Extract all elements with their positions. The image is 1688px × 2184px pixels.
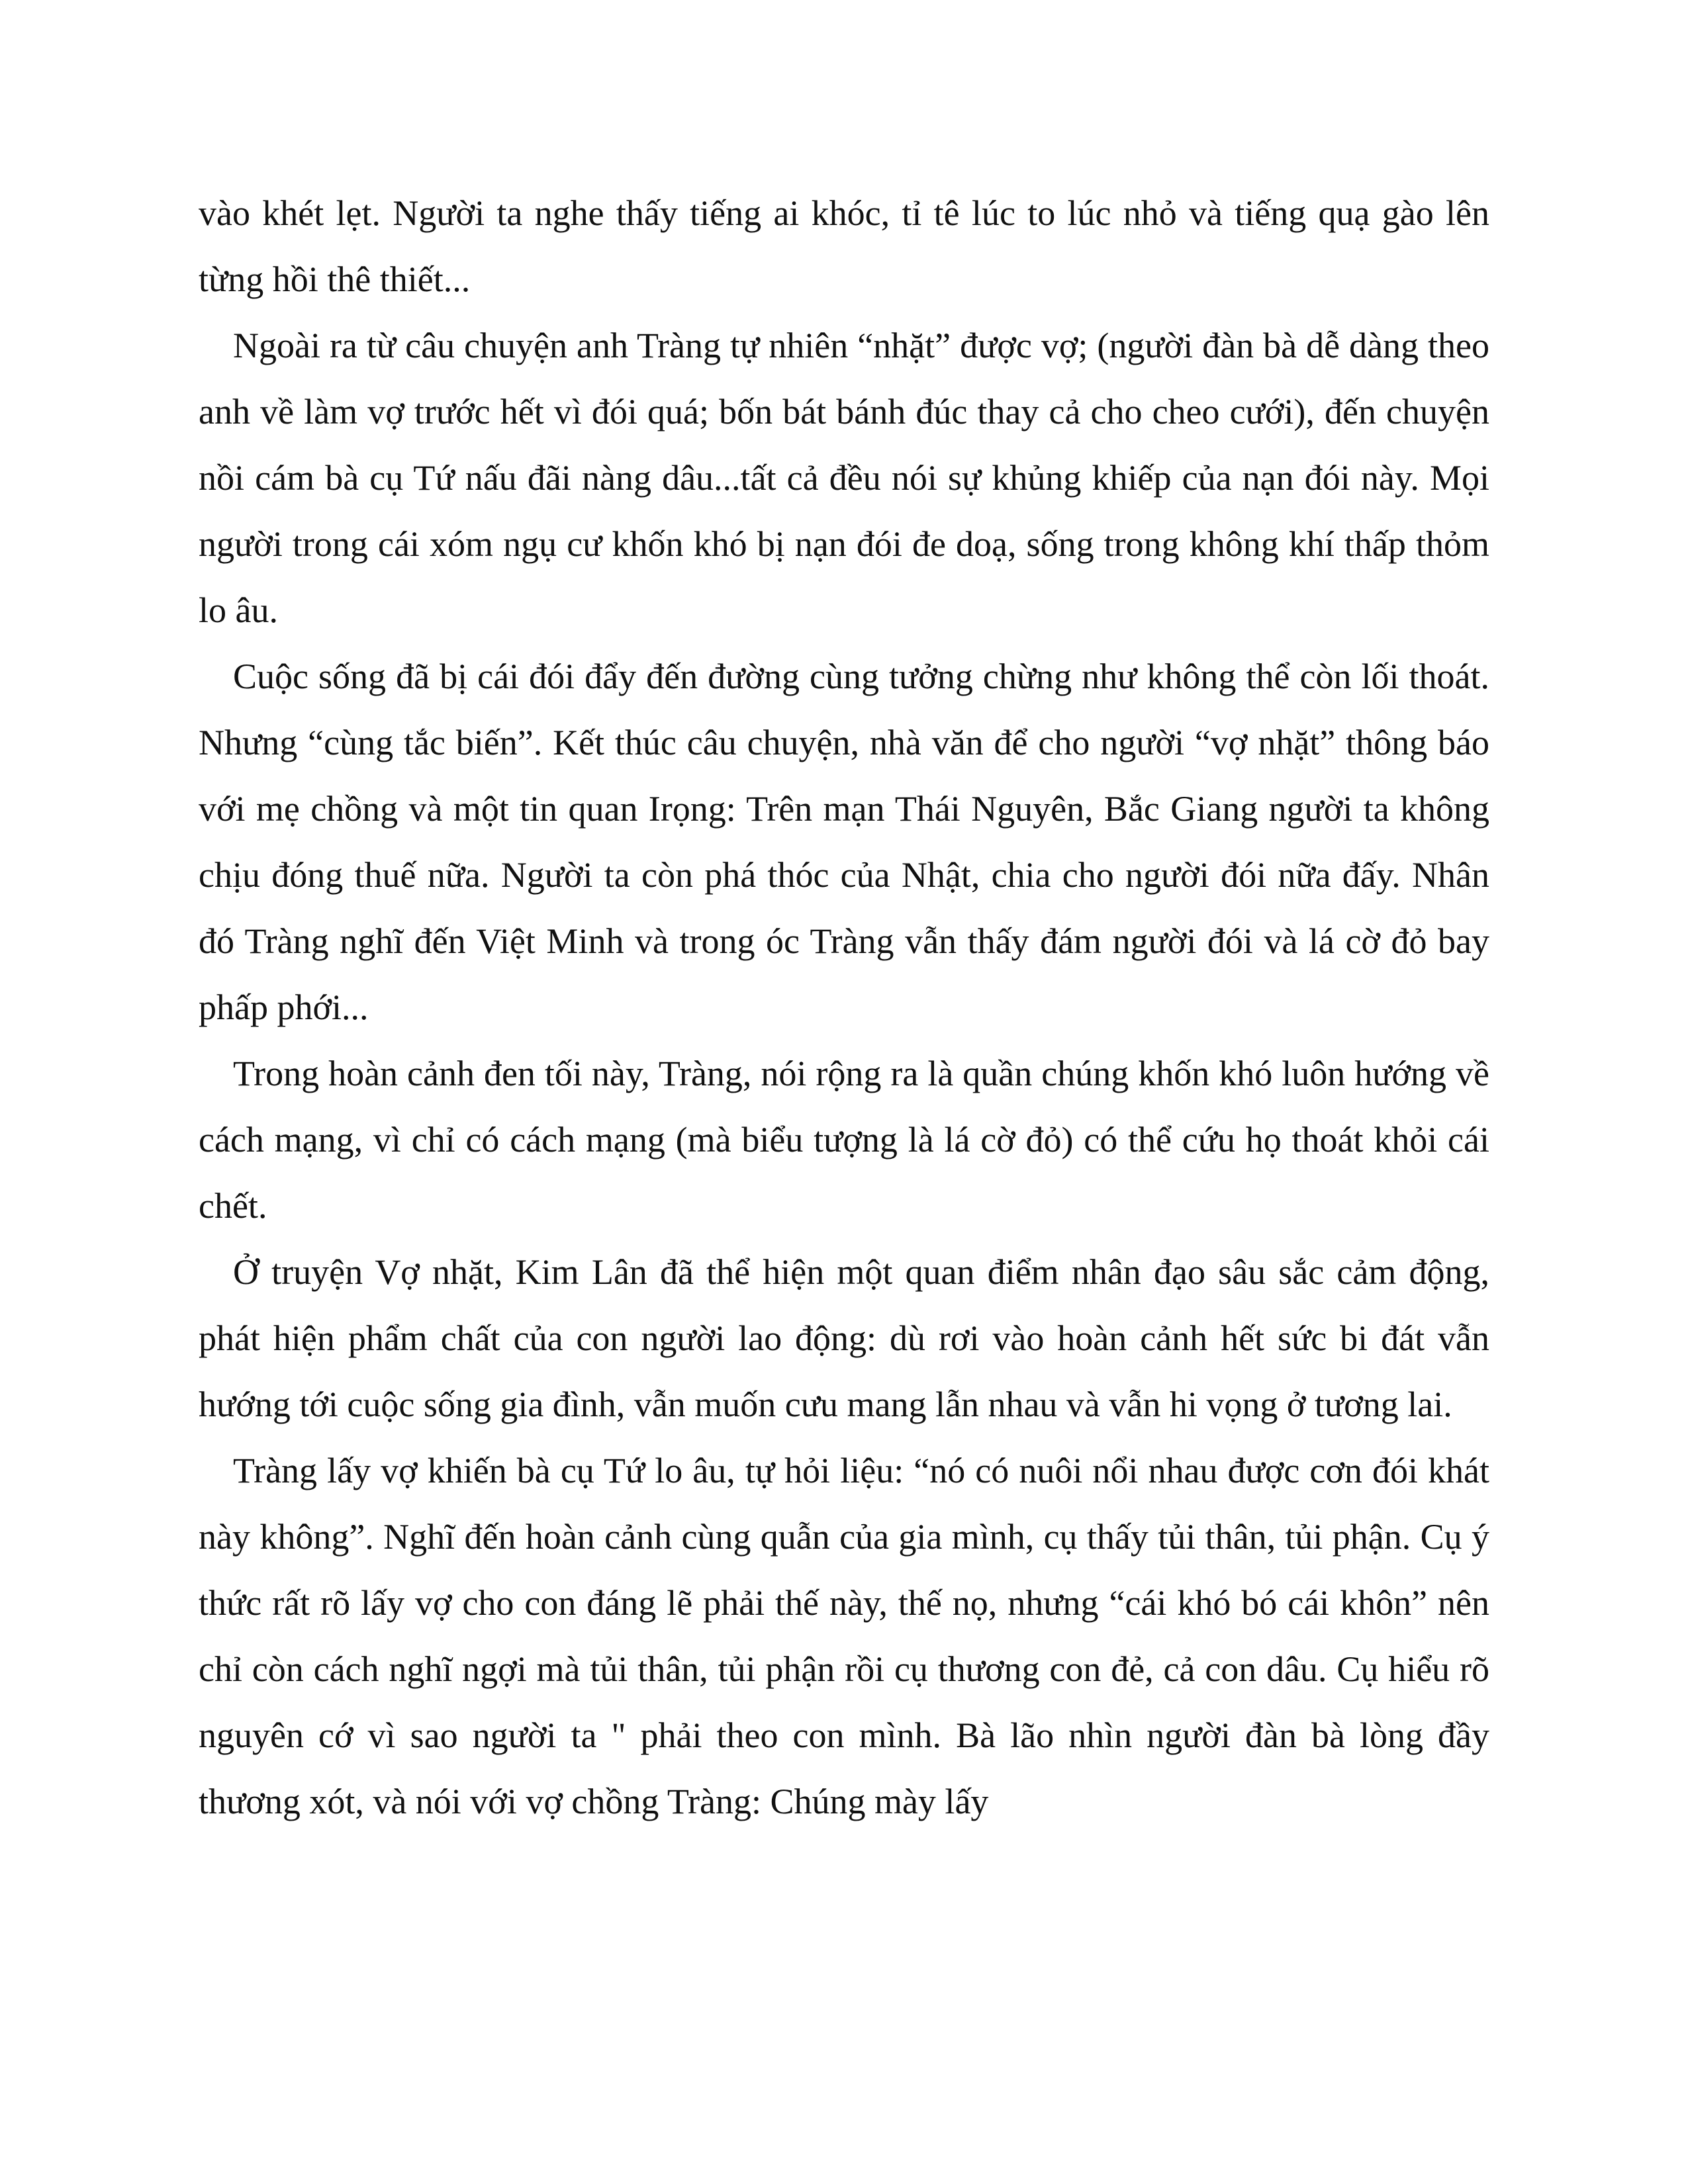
paragraph: Ngoài ra từ câu chuyện anh Tràng tự nhiên “nhặt” được vợ; (người đàn bà dễ dàng theo anh về làm vợ trước hết vì đói quá; bốn bát bánh đúc thay cả cho cheo cưới), đến chuyện nồi cám bà cụ Tứ nấu đãi nàng dâu...tất cả đều nói sự khủng khiếp của nạn đói này. Mọi người trong cái xóm ngụ cư khốn khó bị nạn đói đe doạ, sống trong không khí thấp thỏm lo âu. [199, 326, 1489, 630]
paragraph: Trong hoàn cảnh đen tối này, Tràng, nói rộng ra là quần chúng khốn khó luôn hướng về cách mạng, vì chỉ có cách mạng (mà biểu tượng là lá cờ đỏ) có thể cứu họ thoát khỏi cái chết. [199, 1054, 1489, 1226]
paragraph-continuation: vào khét lẹt. Người ta nghe thấy tiếng ai khóc, tỉ tê lúc to lúc nhỏ và tiếng quạ gào lên từng hồi thê thiết... [199, 193, 1489, 299]
paragraph: Tràng lấy vợ khiến bà cụ Tứ lo âu, tự hỏi liệu: “nó có nuôi nổi nhau được cơn đói khát này không”. Nghĩ đến hoàn cảnh cùng quẫn của gia mình, cụ thấy tủi thân, tủi phận. Cụ ý thức rất rõ lấy vợ cho con đáng lẽ phải thế này, thế nọ, nhưng “cái khó bó cái khôn” nên chỉ còn cách nghĩ ngợi mà tủi thân, tủi phận rồi cụ thương con đẻ, cả con dâu. Cụ hiểu rõ nguyên cớ vì sao người ta " phải theo con mình. Bà lão nhìn người đàn bà lòng đầy thương xót, và nói với vợ chồng Tràng: Chúng mày lấy [199, 1451, 1489, 1821]
paragraph: Cuộc sống đã bị cái đói đẩy đến đường cùng tưởng chừng như không thể còn lối thoát. Nhưng “cùng tắc biến”. Kết thúc câu chuyện, nhà văn để cho người “vợ nhặt” thông báo với mẹ chồng và một tin quan Irọng: Trên mạn Thái Nguyên, Bắc Giang người ta không chịu đóng thuế nữa. Người ta còn phá thóc của Nhật, chia cho người đói nữa đấy. Nhân đó Tràng nghĩ đến Việt Minh và trong óc Tràng vẫn thấy đám người đói và lá cờ đỏ bay phấp phới... [199, 657, 1489, 1027]
document-page [199, 180, 1489, 1835]
paragraph: Ở truyện Vợ nhặt, Kim Lân đã thể hiện một quan điểm nhân đạo sâu sắc cảm động, phát hiện phẩm chất của con người lao động: dù rơi vào hoàn cảnh hết sức bi đát vẫn hướng tới cuộc sống gia đình, vẫn muốn cưu mang lẫn nhau và vẫn hi vọng ở tương lai. [199, 1252, 1489, 1424]
